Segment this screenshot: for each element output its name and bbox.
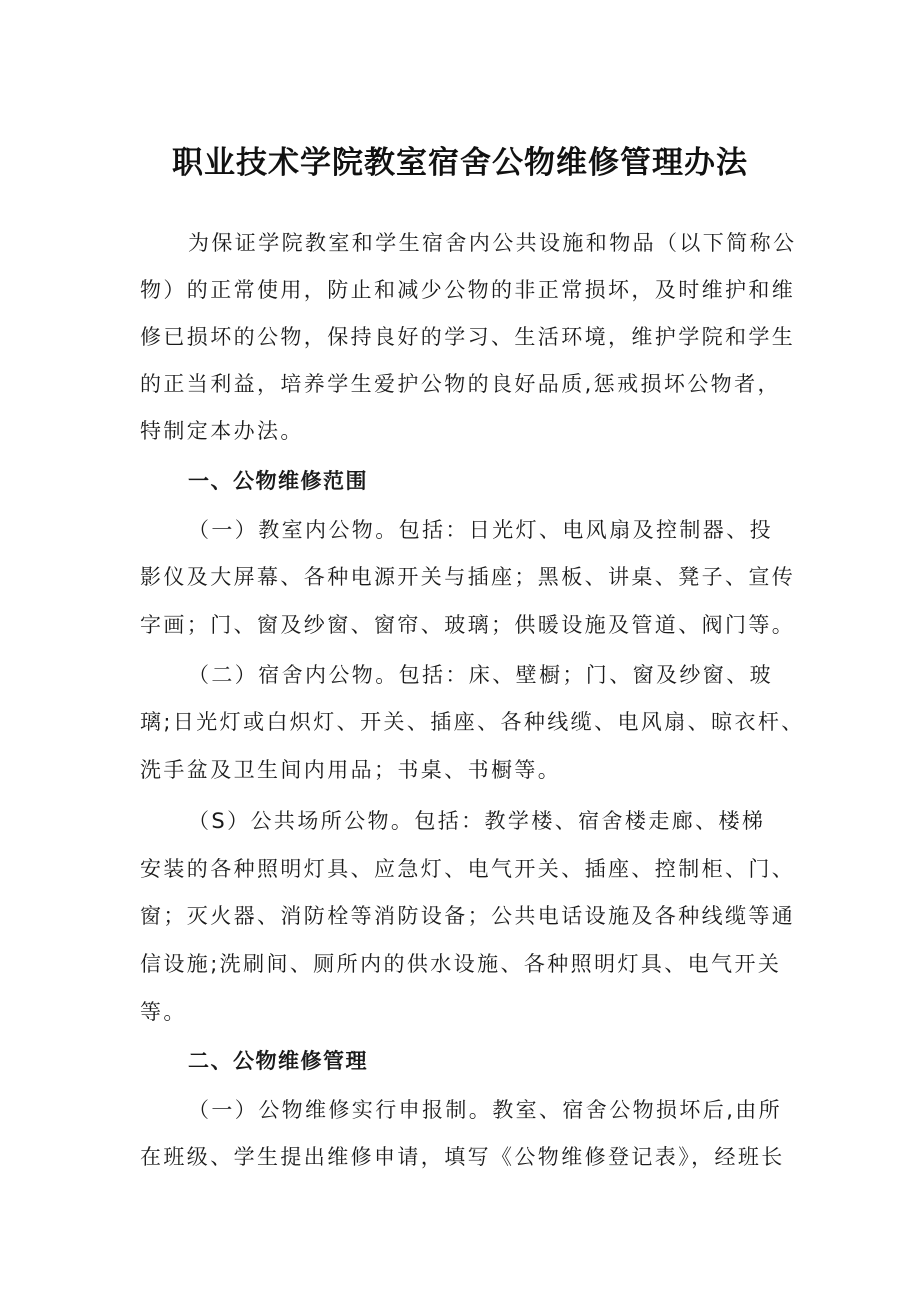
- paragraph-line: 修已损坏的公物，保持良好的学习、生活环境，维护学院和学生: [140, 325, 796, 349]
- paragraph-line: 为保证学院教室和学生宿舍内公共设施和物品（以下简称公: [188, 231, 797, 255]
- paragraph-line: 影仪及大屏幕、各种电源开关与插座；黑板、讲桌、凳子、宣传: [140, 565, 796, 589]
- paragraph-line: 洗手盆及卫生间内用品；书桌、书橱等。: [140, 758, 562, 782]
- paragraph-line: （一）教室内公物。包括：日光灯、电风扇及控制器、投: [188, 518, 773, 542]
- paragraph-line: 信设施;洗刷间、厕所内的供水设施、各种照明灯具、电气开关: [140, 952, 782, 976]
- paragraph-line: 的正当利益，培养学生爱护公物的良好品质,惩戒损坏公物者，: [140, 372, 781, 396]
- paragraph-line: 璃;日光灯或白炽灯、开关、插座、各种线缆、电风扇、晾衣杆、: [140, 710, 805, 734]
- document-title: 职业技术学院教室宿舍公物维修管理办法: [172, 145, 748, 181]
- paragraph-line: 等。: [140, 1000, 187, 1024]
- paragraph-line: 物）的正常使用，防止和减少公物的非正常损坏，及时维护和维: [140, 278, 796, 302]
- paragraph-line: （一）公物维修实行申报制。教室、宿舍公物损坏后,由所: [188, 1098, 783, 1122]
- section-heading: 二、公物维修管理: [188, 1049, 368, 1073]
- paragraph-line: 安装的各种照明灯具、应急灯、电气开关、插座、控制柜、门、: [140, 857, 796, 881]
- section-heading: 一、公物维修范围: [188, 469, 368, 493]
- paragraph-line: （二）宿舍内公物。包括：床、壁橱；门、窗及纱窗、玻: [188, 663, 773, 687]
- paragraph-line: 在班级、学生提出维修申请，填写《公物维修登记表》，经班长: [140, 1145, 785, 1169]
- paragraph-line: 窗；灭火器、消防栓等消防设备；公共电话设施及各种线缆等通: [140, 904, 796, 928]
- paragraph-line: 特制定本办法。: [140, 419, 304, 443]
- paragraph-line: （S）公共场所公物。包括：教学楼、宿舍楼走廊、楼梯: [188, 809, 766, 833]
- paragraph-line: 字画；门、窗及纱窗、窗帘、玻璃；供暖设施及管道、阀门等。: [140, 613, 796, 637]
